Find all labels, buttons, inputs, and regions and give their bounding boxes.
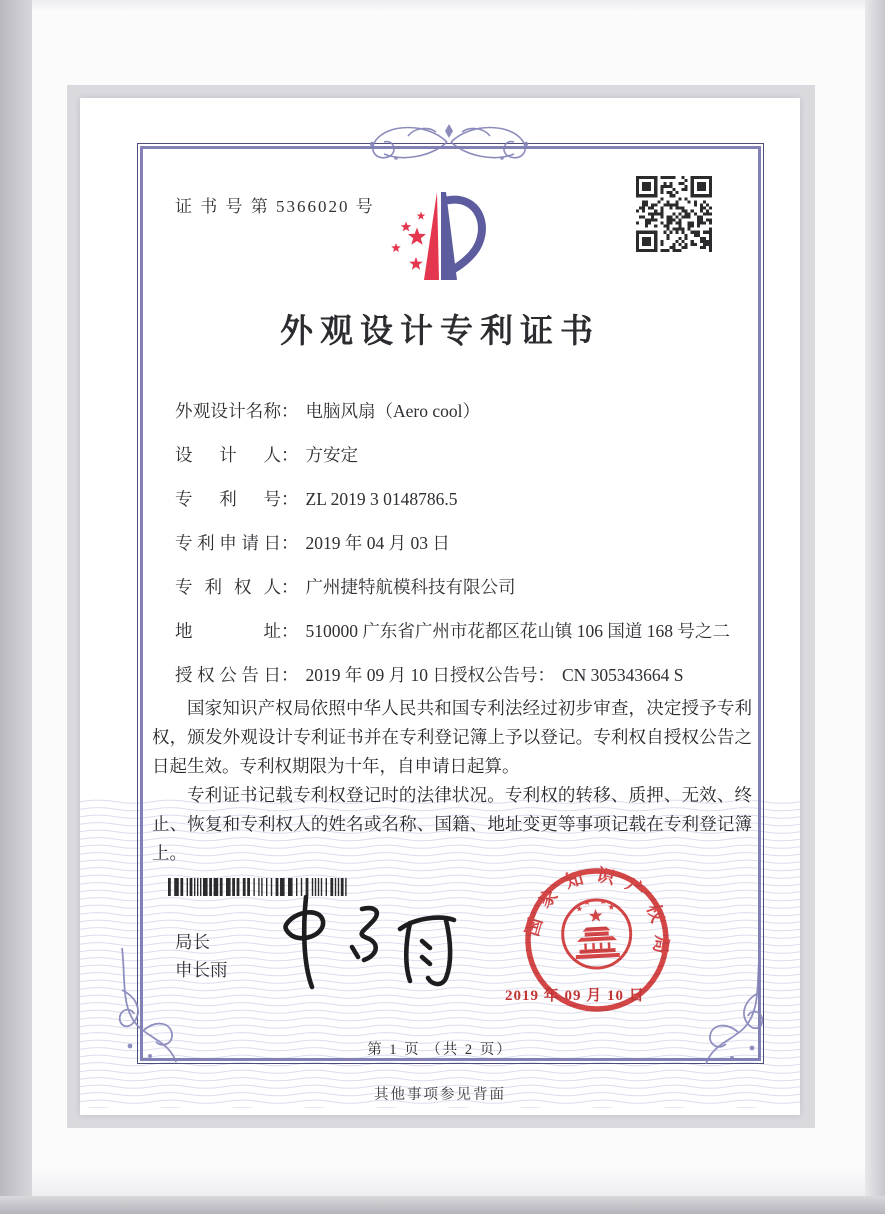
field-row-filing-date (175, 530, 450, 555)
field-label: 专利号 (175, 489, 281, 509)
page-indicator: 第 1 页 （共 2 页） (367, 1042, 513, 1058)
field-value: 2019 年 09 月 10 日 (305, 665, 450, 685)
field-colon: ： (281, 401, 299, 421)
field-value: 电脑风扇（Aero cool） (305, 401, 480, 421)
field-row-designer (175, 442, 358, 467)
frame-edge-bottom (0, 1196, 885, 1214)
field-value: ZL 2019 3 0148786.5 (305, 489, 458, 509)
field-row-grant (175, 662, 684, 687)
director-name: 申长雨 (175, 960, 228, 980)
seal-date: 2019 年 09 月 10 日 (505, 988, 645, 1004)
director-signature (270, 883, 470, 1008)
field-row-patentee (175, 574, 516, 599)
field-row-patent-number (175, 486, 457, 511)
top-ornament-flourish (344, 114, 554, 172)
paragraph-1: 国家知识产权局依照中华人民共和国专利法经过初步审查，决定授予专利权，颁发外观设计专利证书并在专利登记簿上予以登记。专利权自授权公告之日起生效。专利权期限为十年，自申请日起算。 (152, 698, 752, 776)
frame-bevel-bottom (32, 1170, 865, 1196)
field-colon: ： (281, 621, 299, 641)
field-value: 广州捷特航模科技有限公司 (305, 577, 516, 597)
legal-text-block (152, 694, 752, 868)
field-colon: ： (537, 665, 555, 685)
field-label: 专利申请日 (175, 533, 281, 553)
field-colon: ： (281, 489, 299, 509)
field-row-address (175, 618, 730, 643)
frame-edge-left (0, 0, 32, 1214)
seal-emblem (574, 926, 620, 959)
cnipa-logo-icon (380, 186, 490, 286)
field-value: CN 305343664 S (562, 665, 684, 685)
field-grant-number (450, 662, 684, 687)
field-colon: ： (281, 445, 299, 465)
field-colon: ： (281, 577, 299, 597)
field-label: 授权公告日 (175, 665, 281, 685)
qr-code (636, 176, 712, 252)
director-title: 局长 (175, 932, 210, 952)
field-value: 2019 年 04 月 03 日 (305, 533, 450, 553)
field-value: 510000 广东省广州市花都区花山镇 106 国道 168 号之二 (305, 621, 730, 641)
field-label: 外观设计名称 (175, 401, 281, 421)
field-colon: ： (281, 665, 299, 685)
field-label: 地址 (175, 621, 281, 641)
frame-edge-top (0, 0, 885, 12)
field-row-design-name (175, 398, 480, 423)
paragraph-2: 专利证书记载专利权登记时的法律状况。专利权的转移、质押、无效、终止、恢复和专利权人的姓名或名称、国籍、地址变更等事项记载在专利登记簿上。 (152, 785, 752, 863)
back-note: 其他事项参见背面 (374, 1087, 506, 1103)
certificate-title: 外观设计专利证书 (280, 314, 600, 350)
field-label: 设计人 (175, 445, 281, 465)
field-value: 方安定 (305, 445, 358, 465)
certificate-page (80, 98, 800, 1115)
director-block (175, 928, 228, 984)
field-colon: ： (281, 533, 299, 553)
cert-number: 证 书 号 第 5366020 号 (175, 197, 375, 216)
seal-text: 国家知识产权局 (521, 864, 673, 966)
field-label: 专利权人 (175, 577, 281, 597)
frame-edge-right (865, 0, 885, 1214)
field-label: 授权公告号 (450, 665, 538, 685)
